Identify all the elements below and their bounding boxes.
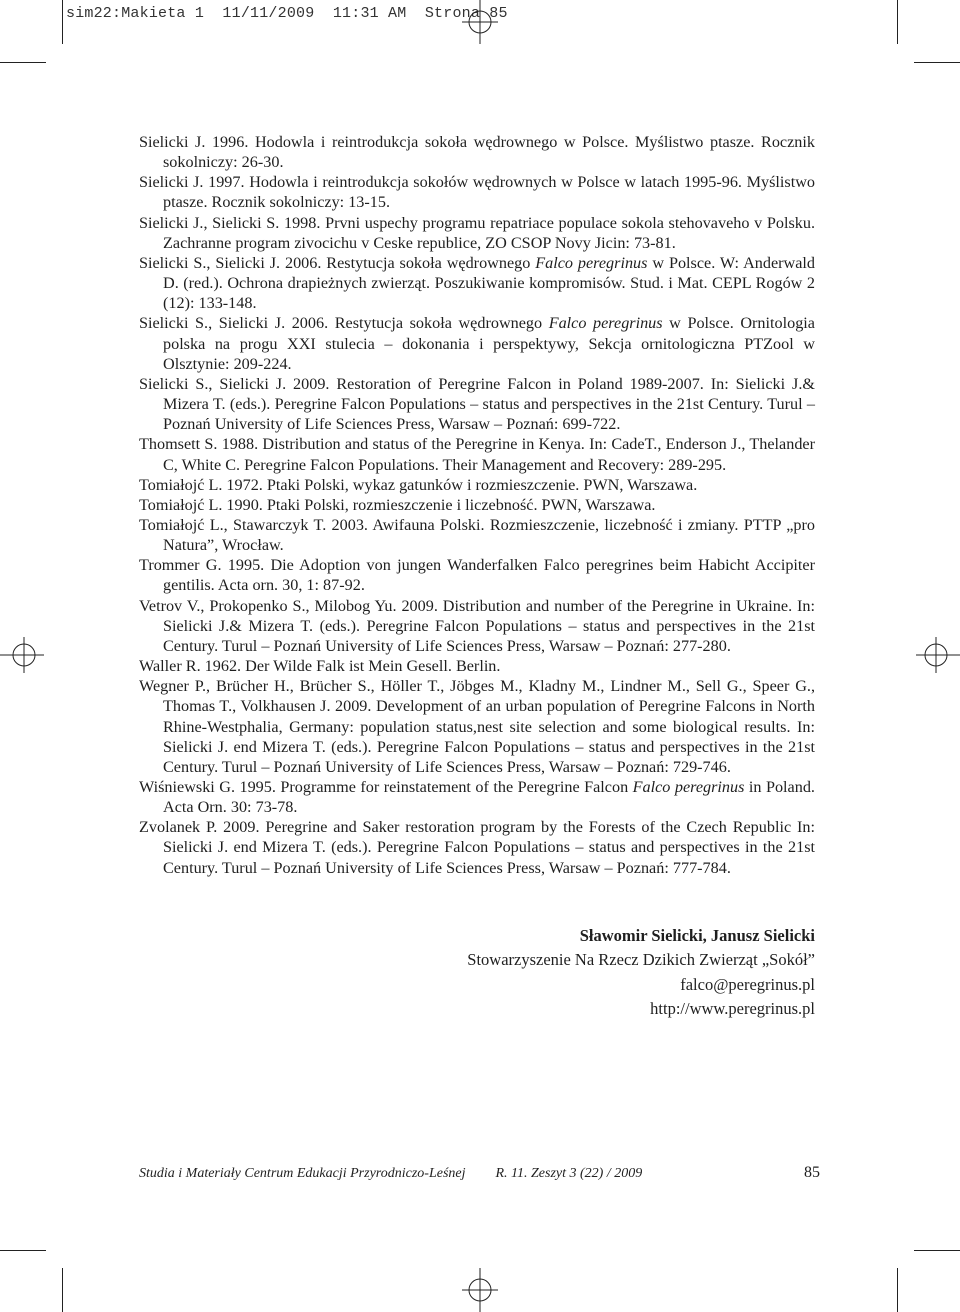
crop-mark xyxy=(62,1268,63,1312)
reference-entry xyxy=(139,676,815,777)
page-footer xyxy=(139,1166,815,1182)
reference-entry xyxy=(139,656,815,676)
print-slug: sim22:Makieta 1 11/11/2009 11:31 AM Strona 85 xyxy=(66,5,508,22)
reference-entry xyxy=(139,475,815,495)
reference-text: Tomiałojć L. 1972. Ptaki Polski, wykaz gatunków i rozmieszczenie. PWN, Warszawa. xyxy=(139,475,698,494)
species-name: Falco peregrinus xyxy=(632,778,745,796)
reference-entry xyxy=(139,213,815,253)
issue-info: R. 11. Zeszyt 3 (22) / 2009 xyxy=(495,1166,643,1181)
registration-mark-left-icon xyxy=(0,635,44,675)
species-name: Falco peregrinus xyxy=(535,253,648,272)
reference-entry xyxy=(139,777,815,817)
reference-entry xyxy=(139,434,815,474)
reference-entry xyxy=(139,555,815,595)
reference-entry xyxy=(139,172,815,212)
reference-text: Sielicki J. 1997. Hodowla i reintrodukcja sokołów wędrownych w Polsce w latach 1995-96. Myślistwo ptasze. Rocznik sokolniczy: 13-15. xyxy=(139,173,815,212)
reference-entry xyxy=(139,132,815,172)
email-address: falco@peregrinus.pl xyxy=(680,974,815,994)
species-name: Falco peregrinus xyxy=(548,314,663,333)
reference-text: Vetrov V., Prokopenko S., Milobog Yu. 2009. Distribution and number of the Peregrine in Ukraine. In: Sielicki J.& Mizera T. (eds.). Peregrine Falcon Populations – status and perspectives in the 21st Century. Turul – Poznań University of Life Sciences Press, Warsaw – Poznań: 277-280. xyxy=(139,596,815,655)
reference-text: Sielicki J., Sielicki S. 1998. Prvni uspechy programu repatriace populace sokola stehovaveho v Polsku. Zachranne program zivocichu v Ceske republice, ZO CSOP Novy Jicin: 73-81. xyxy=(139,213,815,252)
journal-title: Studia i Materiały Centrum Edukacji Przyrodniczo-Leśnej xyxy=(139,1166,466,1181)
reference-entry xyxy=(139,495,815,515)
reference-entry xyxy=(139,817,815,877)
organization-name: Stowarzyszenie Na Rzecz Dzikich Zwierząt „Sokół” xyxy=(467,950,815,970)
reference-text: Wiśniewski G. 1995. Programme for reinstatement of the Peregrine Falcon xyxy=(139,778,633,796)
reference-text: Sielicki S., Sielicki J. 2006. Restytucja sokoła wędrownego xyxy=(139,314,549,333)
crop-mark xyxy=(897,1268,898,1312)
registration-mark-top-icon xyxy=(460,0,500,44)
reference-text: w Polsce. W: Anderwald D. (red.). Ochrona drapieżnych zwierząt. Poszukiwanie kompromisów. Stud. i Mat. CEPL Rogów 2 (12): 133-148. xyxy=(163,253,815,313)
reference-entry xyxy=(139,253,815,313)
reference-text: Sielicki J. 1996. Hodowla i reintrodukcja sokoła wędrownego w Polsce. Myślistwo ptasze. Rocznik sokolniczy: 26-30. xyxy=(139,133,815,172)
reference-entry xyxy=(139,596,815,656)
reference-text: Tomiałojć L. 1990. Ptaki Polski, rozmieszczenie i liczebność. PWN, Warszawa. xyxy=(139,495,656,514)
crop-mark xyxy=(62,0,63,44)
reference-text: Trommer G. 1995. Die Adoption von jungen Wanderfalken Falco peregrines beim Habicht Accipiter gentilis. Acta orn. 30, 1: 87-92. xyxy=(139,556,815,595)
reference-text: Sielicki S., Sielicki J. 2009. Restoration of Peregrine Falcon in Poland 1989-2007. In: Sielicki J.& Mizera T. (eds.). Peregrine Falcon Populations – status and perspectives in the 21st Century. Turul – Poznań University of Life Sciences Press, Warsaw – Poznań: 699-722. xyxy=(139,374,815,434)
reference-entry xyxy=(139,313,815,373)
reference-text: Zvolanek P. 2009. Peregrine and Saker restoration program by the Forests of the Czech Republic In: Sielicki J. end Mizera T. (eds.). Peregrine Falcon Populations – status and perspectives in the 21st Century. Turul – Poznań University of Life Sciences Press, Warsaw – Poznań: 777-784. xyxy=(139,818,815,877)
author-names: Sławomir Sielicki, Janusz Sielicki xyxy=(579,926,815,945)
reference-text: Thomsett S. 1988. Distribution and status of the Peregrine in Kenya. In: CadeT., Enderson J., Thelander C, White C. Peregrine Falcon Populations. Their Management and Recovery: 289-295. xyxy=(139,435,815,474)
reference-entry xyxy=(139,374,815,434)
reference-text: Waller R. 1962. Der Wilde Falk ist Mein Gesell. Berlin. xyxy=(139,657,501,676)
registration-mark-right-icon xyxy=(916,635,960,675)
reference-text: w Polsce. Ornitologia polska na progu XXI stulecia – dokonania i perspektywy, Sekcja ornitologiczna PTZool w Olsztynie: 209-224. xyxy=(163,314,815,373)
crop-mark xyxy=(0,1250,46,1251)
reference-text: in Poland. Acta Orn. 30: 73-78. xyxy=(163,778,815,817)
reference-text: Tomiałojć L., Stawarczyk T. 2003. Awifauna Polski. Rozmieszczenie, liczebność i zmiany. PTTP „pro Natura”, Wrocław. xyxy=(139,515,815,555)
registration-mark-bottom-icon xyxy=(460,1268,500,1312)
crop-mark xyxy=(914,62,960,63)
crop-mark xyxy=(914,1250,960,1251)
website-url: http://www.peregrinus.pl xyxy=(650,999,815,1019)
reference-list xyxy=(139,132,815,878)
page-number: 85 xyxy=(804,1164,820,1181)
crop-mark xyxy=(0,62,46,63)
crop-mark xyxy=(897,0,898,44)
reference-entry xyxy=(139,515,815,555)
reference-text: Wegner P., Brücher H., Brücher S., Höller T., Jöbges M., Kladny M., Lindner M., Sell G., Speer G., Thomas T., Volkhausen J. 2009. Development of an urban population of Peregrine Falcons in North Rhine-Westphalia, Germany: population status,nest site selection and some biological results. In: Sielicki J. end Mizera T. (eds.). Peregrine Falcon Populations – status and perspectives in the 21st Century. Turul – Poznań University of Life Sciences Press, Warsaw – Poznań: 729-746. xyxy=(139,677,815,776)
signature-block xyxy=(467,924,815,1022)
reference-text: Sielicki S., Sielicki J. 2006. Restytucja sokoła wędrownego xyxy=(139,253,536,272)
